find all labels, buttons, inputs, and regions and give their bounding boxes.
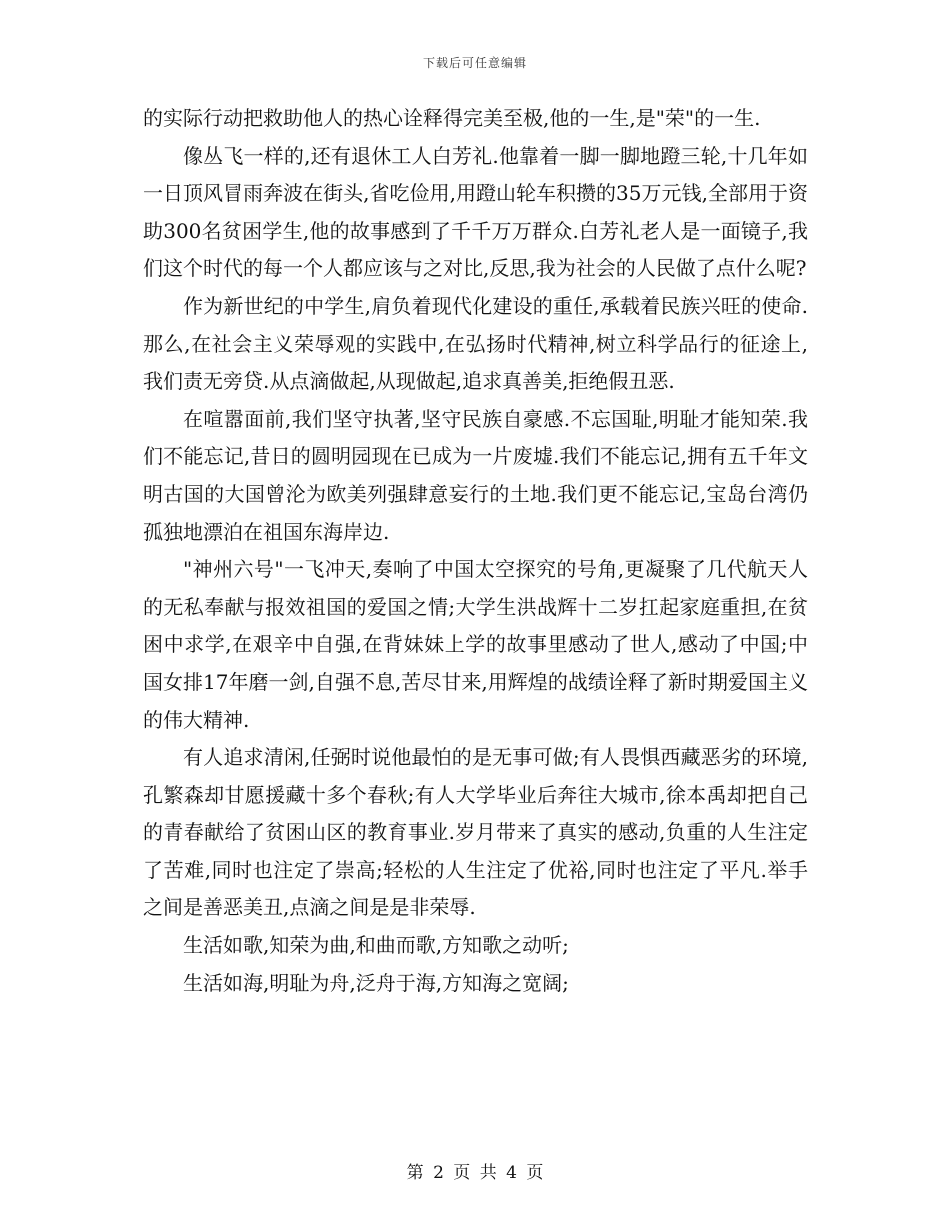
paragraph-8: 生活如海,明耻为舟,泛舟于海,方知海之宽阔; <box>183 970 569 995</box>
page-footer: 第 2 页 共 4 页 <box>406 1163 544 1183</box>
paragraph-2: 像丛飞一样的,还有退休工人白芳礼.他靠着一脚一脚地蹬三轮,十几年如一日顶风冒雨奔波在街头,省吃俭用,用蹬山轮车积攒的35万元钱,全部用于资助300名贫困学生,他的故事感到了千千万万群众.白芳礼老人是一面镜子,我们这个时代的每一个人都应该与之对比,反思,我为社会的人民做了点什么呢? <box>143 143 808 281</box>
paragraph-7: 生活如歌,知荣为曲,和曲而歌,方知歌之动听; <box>183 933 569 958</box>
page-header: 下载后可任意编辑 <box>422 56 527 70</box>
paragraph-4: 在喧嚣面前,我们坚守执著,坚守民族自豪感.不忘国耻,明耻才能知荣.我们不能忘记,昔日的圆明园现在已成为一片废墟.我们不能忘记,拥有五千年文明古国的大国曾沦为欧美列强肆意妄行的土地.我们更不能忘记,宝岛台湾仍孤独地漂泊在祖国东海岸边. <box>143 406 808 544</box>
paragraph-5: "神州六号"一飞冲天,奏响了中国太空探究的号角,更凝聚了几代航天人的无私奉献与报效祖国的爱国之情;大学生洪战辉十二岁扛起家庭重担,在贫困中求学,在艰辛中自强,在背妹妹上学的故事里感动了世人,感动了中国;中国女排17年磨一剑,自强不息,苦尽甘来,用辉煌的战绩诠释了新时期爱国主义的伟大精神. <box>143 557 808 732</box>
paragraph-1: 的实际行动把救助他人的热心诠释得完美至极,他的一生,是"荣"的一生. <box>143 106 761 130</box>
paragraph-6: 有人追求清闲,任弼时说他最怕的是无事可做;有人畏惧西藏恶劣的环境,孔繁森却甘愿援藏十多个春秋;有人大学毕业后奔往大城市,徐本禹却把自己的青春献给了贫困山区的教育事业.岁月带来了真实的感动,负重的人生注定了苦难,同时也注定了崇高;轻松的人生注定了优裕,同时也注定了平凡.举手之间是善恶美丑,点滴之间是是非荣辱. <box>143 745 808 920</box>
paragraph-3: 作为新世纪的中学生,肩负着现代化建设的重任,承载着民族兴旺的使命.那么,在社会主义荣辱观的实践中,在弘扬时代精神,树立科学品行的征途上,我们责无旁贷.从点滴做起,从现做起,追求真善美,拒绝假丑恶. <box>143 293 808 394</box>
document-body <box>143 100 808 1002</box>
